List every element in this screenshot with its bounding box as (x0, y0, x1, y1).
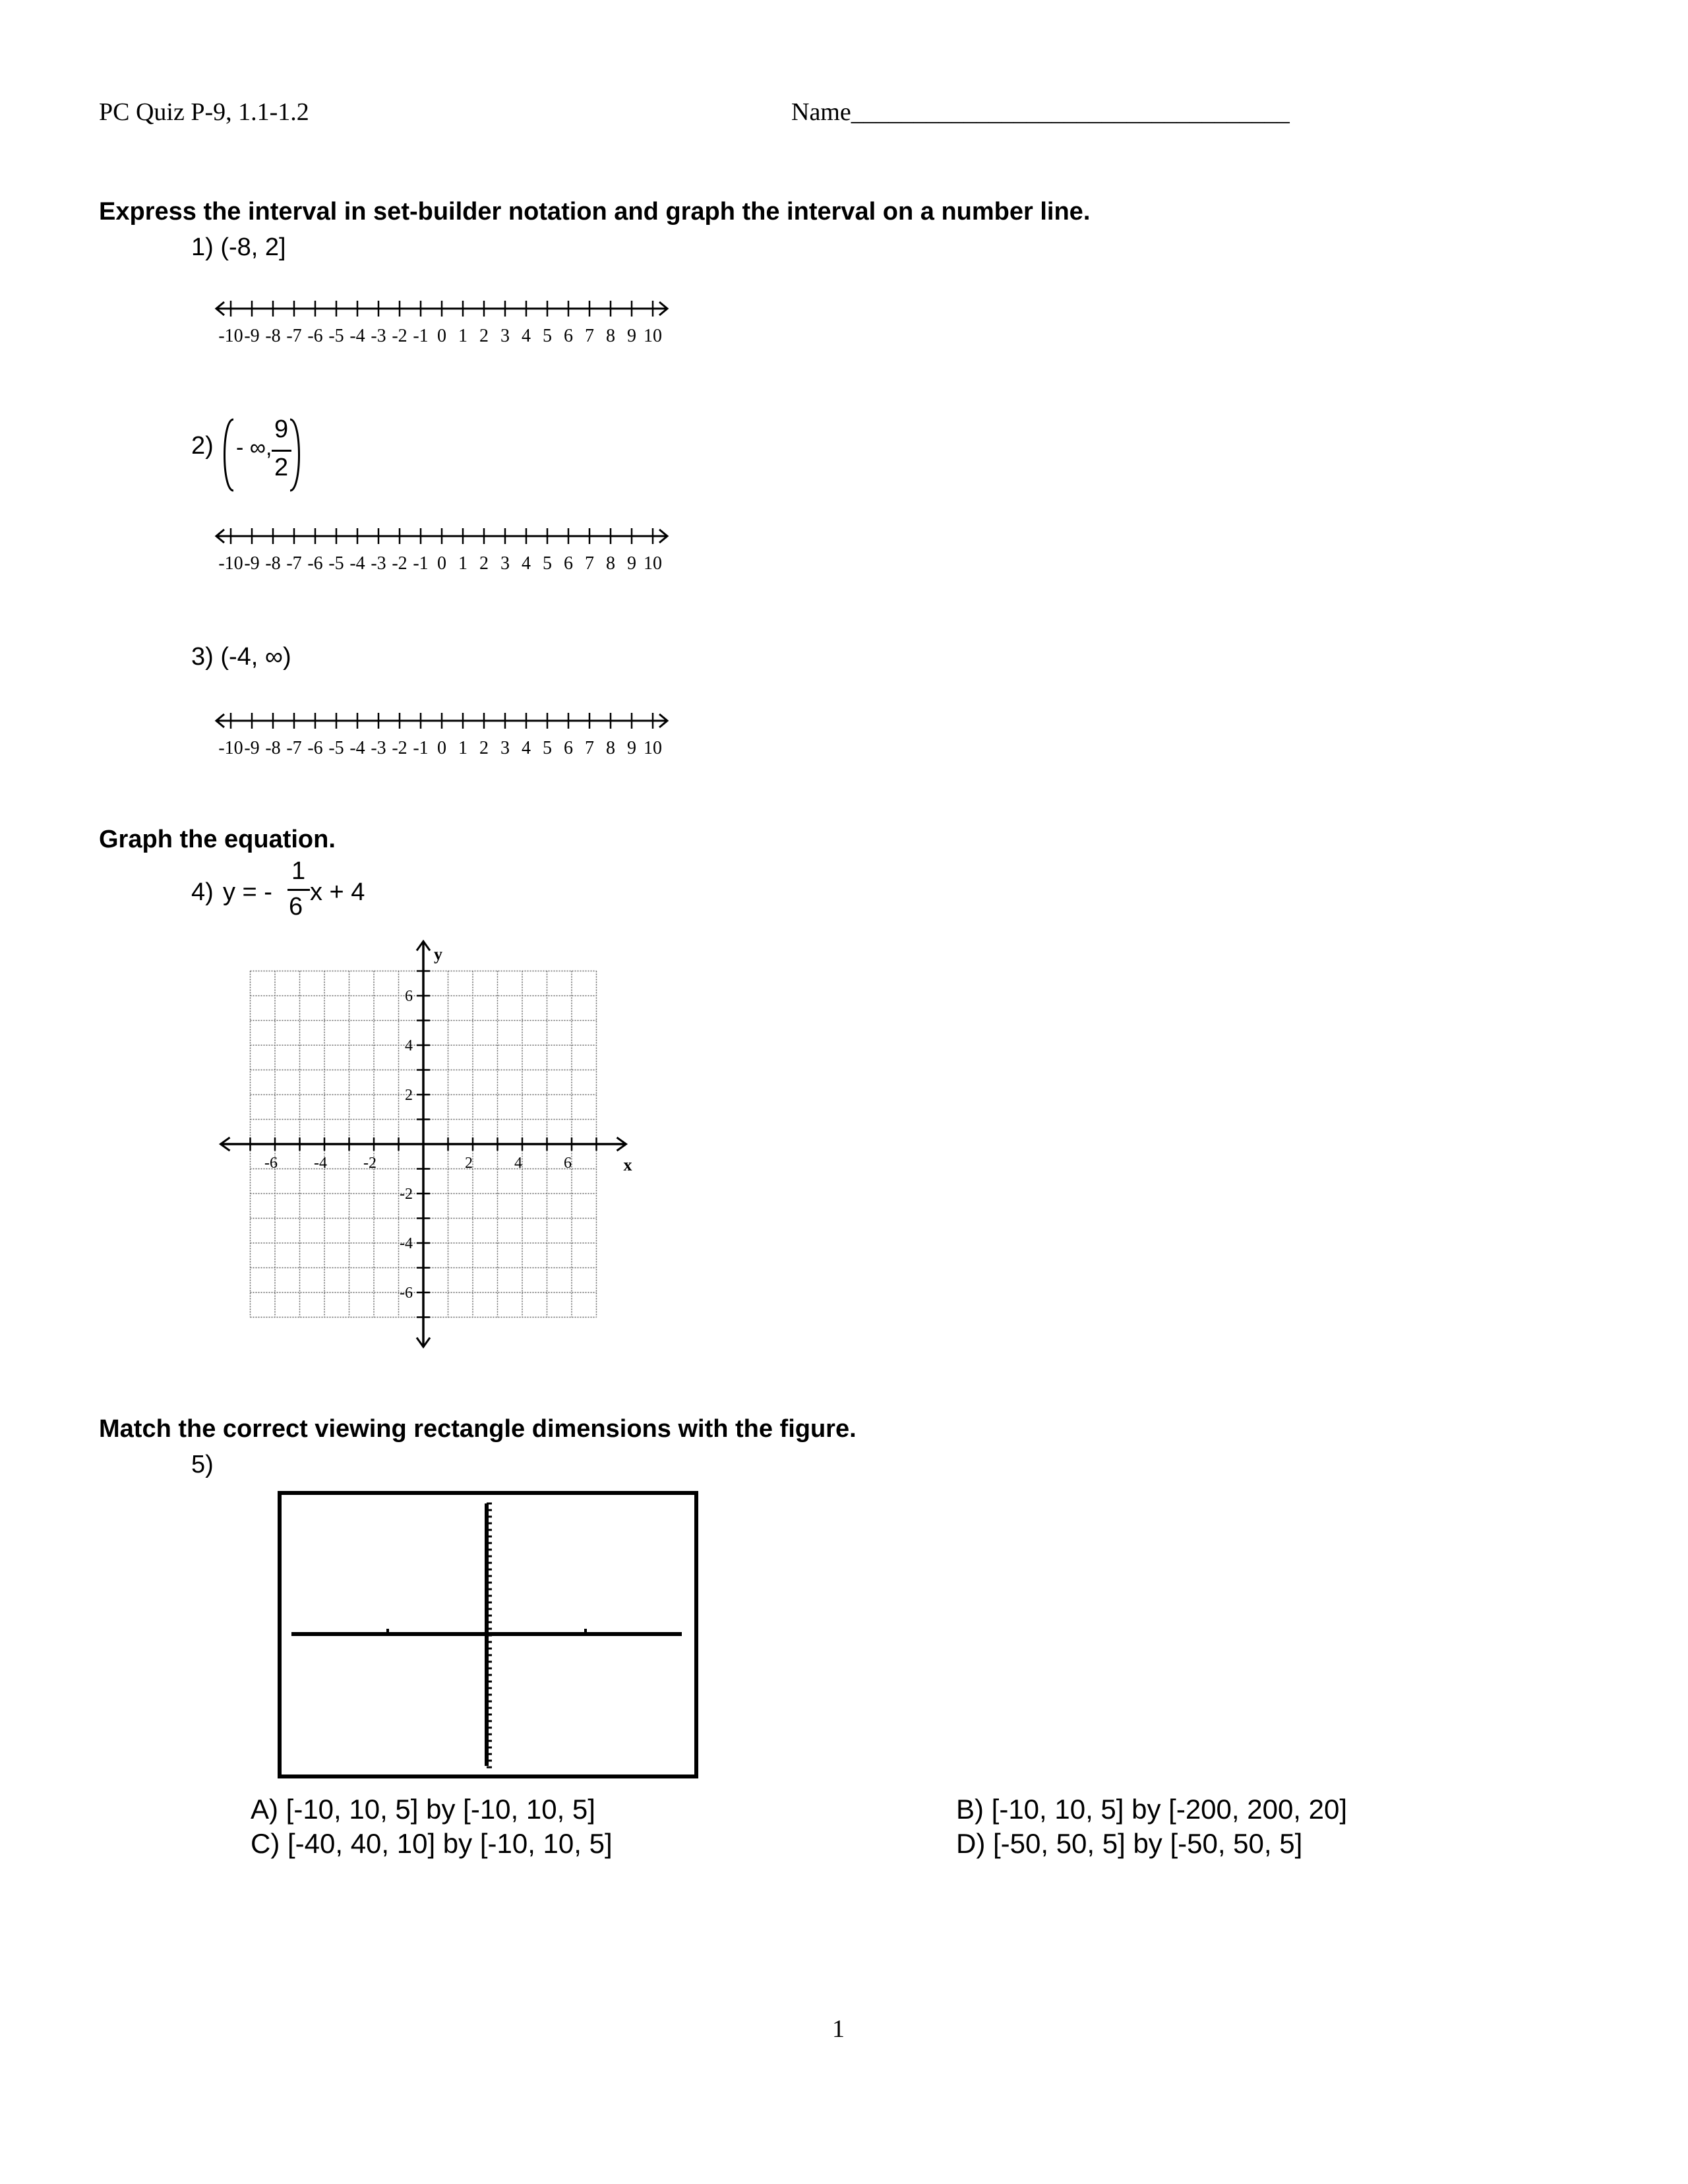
tick-label: 9 (627, 326, 636, 346)
tick-label: 2 (479, 326, 489, 346)
tick-label: 9 (627, 738, 636, 758)
choice-b[interactable]: B) [-10, 10, 5] by [-200, 200, 20] (956, 1794, 1348, 1825)
number-line-1[interactable] (211, 290, 686, 349)
problem-1-number: 1) (191, 233, 214, 261)
tick-label: -5 (328, 738, 344, 758)
x-tick-label: 2 (465, 1155, 473, 1172)
quiz-title: PC Quiz P-9, 1.1-1.2 (99, 98, 309, 126)
tick-label: 10 (644, 738, 662, 758)
problem-1-interval: (-8, 2] (220, 233, 286, 261)
equation-frac-num: 1 (291, 857, 306, 885)
x-axis-label: x (623, 1155, 632, 1174)
fraction-numerator: 9 (274, 415, 289, 443)
y-tick-label: -4 (400, 1235, 413, 1252)
tick-label: 3 (500, 553, 510, 574)
neg-infinity: - ∞, (236, 435, 272, 460)
tick-label: -10 (218, 553, 243, 574)
tick-label: -2 (392, 738, 407, 758)
problem-3-number: 3) (191, 643, 214, 671)
problem-4-number: 4) (191, 878, 214, 906)
tick-label: 4 (522, 326, 531, 346)
choice-a[interactable]: A) [-10, 10, 5] by [-10, 10, 5] (251, 1794, 595, 1825)
tick-label: -4 (349, 738, 365, 758)
tick-label: 3 (500, 326, 510, 346)
x-tick-label: 4 (514, 1155, 522, 1172)
x-tick-label: 6 (564, 1155, 572, 1172)
coordinate-grid[interactable] (211, 930, 659, 1358)
tick-label: -1 (413, 553, 429, 574)
equation-lhs: y = - (223, 878, 272, 906)
x-tick-label: -6 (264, 1155, 278, 1172)
tick-label: 10 (644, 326, 662, 346)
tick-label: -6 (307, 326, 323, 346)
tick-label: 7 (585, 738, 594, 758)
name-field[interactable]: Name___________________________________ (791, 98, 1290, 126)
tick-label: -8 (265, 553, 281, 574)
number-line-3[interactable] (211, 702, 686, 762)
number-line-2[interactable] (211, 518, 686, 577)
tick-label: 10 (644, 553, 662, 574)
tick-label: 9 (627, 553, 636, 574)
tick-label: 5 (543, 553, 552, 574)
problem-3 (191, 643, 291, 671)
tick-label: 1 (458, 326, 467, 346)
tick-label: -1 (413, 326, 429, 346)
tick-label: 6 (564, 326, 573, 346)
y-tick-label: 4 (405, 1037, 413, 1054)
page-number: 1 (832, 2015, 845, 2043)
choice-c[interactable]: C) [-40, 40, 10] by [-10, 10, 5] (251, 1828, 613, 1859)
tick-label: 0 (437, 738, 446, 758)
y-tick-label: 2 (405, 1087, 413, 1104)
tick-label: 2 (479, 738, 489, 758)
tick-label: -5 (328, 326, 344, 346)
tick-label: 4 (522, 553, 531, 574)
tick-label: 7 (585, 553, 594, 574)
tick-label: 3 (500, 738, 510, 758)
tick-label: -7 (286, 738, 302, 758)
tick-label: 0 (437, 553, 446, 574)
tick-label: -1 (413, 738, 429, 758)
problem-2-number: 2) (191, 432, 214, 460)
tick-label: -2 (392, 326, 407, 346)
tick-label: -9 (244, 326, 260, 346)
section3-instruction: Match the correct viewing rectangle dimensions with the figure. (99, 1415, 857, 1443)
tick-label: -10 (218, 738, 243, 758)
tick-label: -7 (286, 553, 302, 574)
tick-label: 8 (606, 326, 615, 346)
tick-label: 5 (543, 738, 552, 758)
problem-1 (191, 233, 286, 262)
x-tick-label: -4 (314, 1155, 327, 1172)
tick-label: 5 (543, 326, 552, 346)
tick-label: -4 (349, 553, 365, 574)
tick-label: 1 (458, 738, 467, 758)
equation-rhs: x + 4 (310, 878, 365, 906)
tick-label: -10 (218, 326, 243, 346)
tick-label: 8 (606, 738, 615, 758)
viewing-window-figure (277, 1490, 699, 1787)
choice-d[interactable]: D) [-50, 50, 5] by [-50, 50, 5] (956, 1828, 1303, 1859)
equation-frac-den: 6 (289, 893, 303, 921)
tick-label: -9 (244, 553, 260, 574)
tick-label: -9 (244, 738, 260, 758)
problem-2-interval (216, 415, 309, 495)
tick-label: -2 (392, 553, 407, 574)
tick-label: 7 (585, 326, 594, 346)
problem-3-interval: (-4, ∞) (220, 643, 291, 671)
y-tick-label: 6 (405, 988, 413, 1005)
tick-label: 4 (522, 738, 531, 758)
section2-instruction: Graph the equation. (99, 826, 336, 853)
tick-label: -8 (265, 738, 281, 758)
y-tick-label: -6 (400, 1285, 413, 1302)
tick-label: -6 (307, 553, 323, 574)
tick-label: -3 (371, 326, 386, 346)
x-tick-label: -2 (363, 1155, 377, 1172)
tick-label: 1 (458, 553, 467, 574)
fraction-denominator: 2 (274, 454, 289, 481)
tick-label: -6 (307, 738, 323, 758)
fraction-bar (272, 450, 291, 452)
problem-5-number: 5) (191, 1451, 214, 1478)
tick-label: 2 (479, 553, 489, 574)
tick-label: -8 (265, 326, 281, 346)
section1-instruction: Express the interval in set-builder notation and graph the interval on a number line. (99, 198, 1091, 226)
y-tick-label: -2 (400, 1186, 413, 1203)
problem-4 (191, 857, 389, 930)
tick-label: -3 (371, 738, 386, 758)
tick-label: -4 (349, 326, 365, 346)
tick-label: 0 (437, 326, 446, 346)
tick-label: 8 (606, 553, 615, 574)
tick-label: 6 (564, 738, 573, 758)
tick-label: -7 (286, 326, 302, 346)
tick-label: 6 (564, 553, 573, 574)
tick-label: -5 (328, 553, 344, 574)
y-axis-label: y (434, 944, 442, 964)
tick-label: -3 (371, 553, 386, 574)
equation-frac-bar (287, 889, 310, 891)
